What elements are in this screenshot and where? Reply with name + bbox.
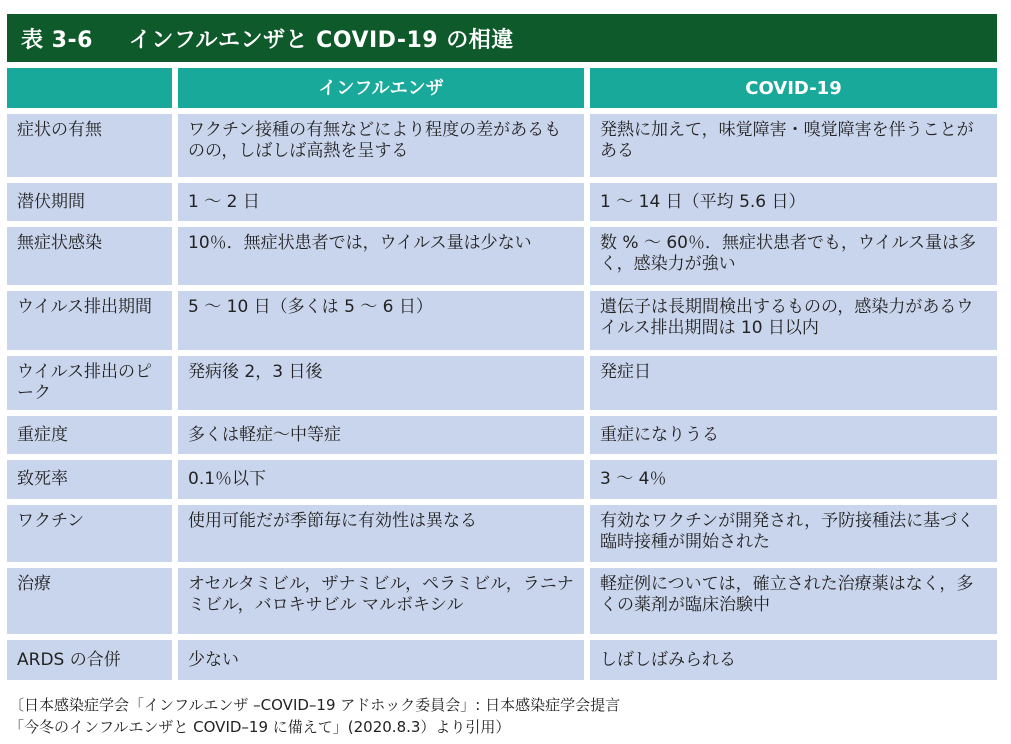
covid-cell: 発症日: [590, 356, 997, 410]
table-number: 表 3-6: [21, 27, 93, 53]
row-label: ワクチン: [7, 505, 172, 562]
influenza-cell: 発病後 2，3 日後: [178, 356, 584, 410]
row-label: 治療: [7, 568, 172, 634]
covid-cell: 3 〜 4％: [590, 460, 997, 499]
covid-cell: 発熱に加えて，味覚障害・嗅覚障害を伴うことがある: [590, 114, 997, 177]
influenza-cell: 1 〜 2 日: [178, 183, 584, 221]
source-line: 「今冬のインフルエンザと COVID–19 に備えて」(2020.8.3）より引用）: [9, 718, 511, 736]
influenza-cell: 使用可能だが季節毎に有効性は異なる: [178, 505, 584, 562]
covid-cell: しばしばみられる: [590, 640, 997, 680]
source-line: 〔日本感染症学会「インフルエンザ –COVID–19 アドホック委員会」: 日本感染症学会提言: [9, 696, 621, 714]
row-label: 重症度: [7, 416, 172, 454]
row-label: ウイルス排出期間: [7, 291, 172, 350]
influenza-cell: オセルタミビル，ザナミビル，ペラミビル，ラニナミビル，バロキサビル マルボキシル: [178, 568, 584, 634]
covid-cell: 数 % 〜 60％．無症状患者でも，ウイルス量は多く，感染力が強い: [590, 227, 997, 285]
row-label: 致死率: [7, 460, 172, 499]
row-label: 潜伏期間: [7, 183, 172, 221]
comparison-table: [7, 68, 997, 680]
influenza-cell: 5 〜 10 日（多くは 5 〜 6 日）: [178, 291, 584, 350]
table-title: インフルエンザと COVID-19 の相違: [128, 27, 514, 53]
row-label: ウイルス排出のピーク: [7, 356, 172, 410]
covid-cell: 遺伝子は長期間検出するものの，感染力があるウイルス排出期間は 10 日以内: [590, 291, 997, 350]
influenza-cell: ワクチン接種の有無などにより程度の差があるものの，しばしば高熱を呈する: [178, 114, 584, 177]
table-title-bar: [7, 14, 997, 62]
covid-cell: 1 〜 14 日（平均 5.6 日）: [590, 183, 997, 221]
header-influenza: インフルエンザ: [178, 68, 584, 108]
influenza-cell: 多くは軽症〜中等症: [178, 416, 584, 454]
source-citation: [9, 694, 999, 738]
influenza-cell: 10％．無症状患者では，ウイルス量は少ない: [178, 227, 584, 285]
header-covid19: COVID-19: [590, 68, 997, 108]
header-blank: [7, 68, 172, 108]
influenza-cell: 0.1％以下: [178, 460, 584, 499]
covid-cell: 軽症例については，確立された治療薬はなく，多くの薬剤が臨床治験中: [590, 568, 997, 634]
row-label: 無症状感染: [7, 227, 172, 285]
covid-cell: 有効なワクチンが開発され，予防接種法に基づく臨時接種が開始された: [590, 505, 997, 562]
row-label: 症状の有無: [7, 114, 172, 177]
influenza-cell: 少ない: [178, 640, 584, 680]
covid-cell: 重症になりうる: [590, 416, 997, 454]
row-label: ARDS の合併: [7, 640, 172, 680]
